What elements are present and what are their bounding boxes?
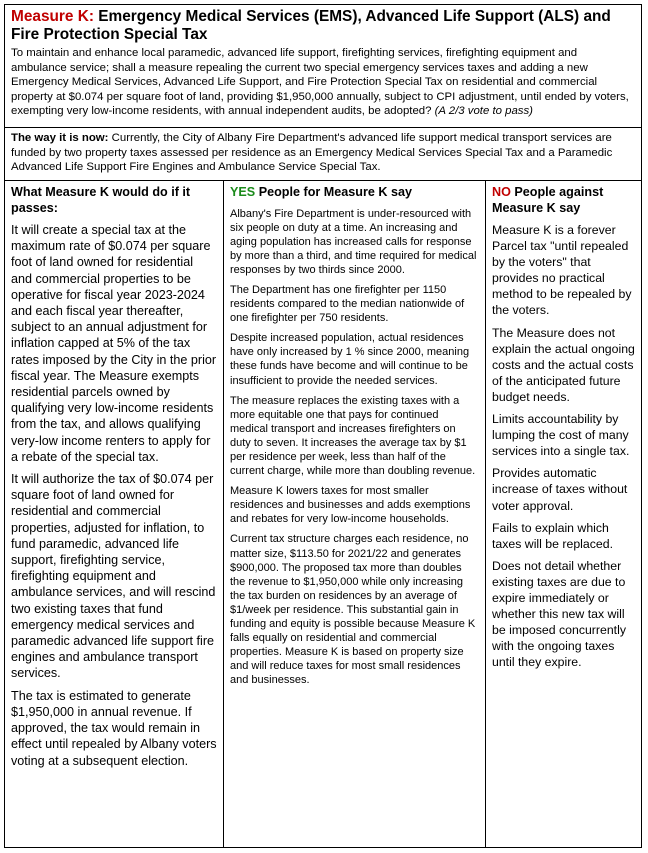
would-do-paragraph: The tax is estimated to generate $1,950,000 in annual revenue. If approved, the tax would remain in effect until repealed by Albany voters voting at a subsequent election. xyxy=(11,688,217,768)
current-situation-text: Currently, the City of Albany Fire Department's advanced life support medical transport services are funded by two property taxes assessed per residence as an Emergency Medical Services Special Tax and a Paramedic Advanced Life Support Fire Engines and Ambulance Service Special Tax. xyxy=(11,132,613,173)
title-section xyxy=(5,5,641,128)
against-heading-text: People against Measure K say xyxy=(492,185,604,215)
measure-label: Measure K: xyxy=(11,8,94,25)
current-situation-label: The way it is now: xyxy=(11,132,109,144)
for-paragraph: The Department has one firefighter per 1150 residents compared to the median nationwide of one firefighter per 750 residents. xyxy=(230,283,465,325)
vote-requirement-note: (A 2/3 vote to pass) xyxy=(434,105,533,118)
for-paragraph: Despite increased population, actual residences have only increased by 1 % since 2000, meaning these funds have become and will continue to be insufficient to provide the needed services. xyxy=(230,332,470,387)
for-paragraph: The measure replaces the existing taxes with a more equitable one that pays for continued medical transport and increases firefighters on duty to seven. It increases the average tax by $1 per residence per week, less than half of the current charge, while more than doubling revenue. xyxy=(230,394,476,478)
ballot-question-text: To maintain and enhance local paramedic, advanced life support, firefighting services, firefighting equipment and ambulance service; shall a measure repealing the current two special emergency services taxes and adding a new Emergency Medical Services, Advanced Life Support, and Fire Protection Special Tax on residential and commercial property at $0.074 per square foot of land, providing $1,950,000 annually, subject to CPI adjustment, until ended by voters, exempting very low-income residents, with annual independent audits, be adopted? xyxy=(11,47,629,118)
ballot-question xyxy=(11,46,635,119)
measure-title: Emergency Medical Services (EMS), Advanced Life Support (ALS) and Fire Protection Special Tax xyxy=(11,8,611,43)
for-paragraph: Albany's Fire Department is under-resourced with six people on duty at a time. An increasing and aging population has increased calls for response by more than a third, and time required for medical responses by two thirds since 2000. xyxy=(230,207,477,276)
would-do-heading: What Measure K would do if it passes: xyxy=(11,185,191,215)
against-heading xyxy=(492,185,635,216)
for-paragraph: Current tax structure charges each residence, no matter size, $113.50 for 2021/22 and generates $900,000. The proposed tax more than doubles the revenue to $1,950,000 while only increasing the tax burden on residences by an average of $1/week per residence. This substantial gain in funding and equity is possible because Measure K falls equally on residential and commercial properties. Measure K is based on property size and will reduce taxes for most small residences and businesses. xyxy=(230,533,476,687)
against-paragraph: The Measure does not explain the actual ongoing costs and the actual costs of the anticipated future budget needs. xyxy=(492,325,635,404)
would-do-paragraph: It will authorize the tax of $0.074 per square foot of land owned for residential and commercial properties, adjusted for inflation, to fund paramedic, advanced life support, firefighting service, firefighting equipment and ambulance services, and will rescind two existing taxes that fund emergency medical services and paramedic advanced life support fire engines and ambulance transport services. xyxy=(11,472,216,681)
current-situation-section xyxy=(5,128,641,181)
against-column xyxy=(486,181,641,847)
against-paragraph: Does not detail whether existing taxes are due to expire immediately or whether this new tax will be imposed concurrently with the ongoing taxes until they expire. xyxy=(492,558,626,670)
against-paragraph: Limits accountability by lumping the cost of many services into a single tax. xyxy=(492,412,630,459)
for-column xyxy=(224,181,486,847)
measure-k-sheet xyxy=(4,4,642,848)
for-heading-text: People for Measure K say xyxy=(258,185,412,199)
would-do-column xyxy=(5,181,224,847)
would-do-paragraph: It will create a special tax at the maximum rate of $0.074 per square foot of land owned for residential and commercial properties to be operative for fiscal year 2023-2024 and each fiscal year thereafter, subject to an annual adjustment for inflation capped at 5% of the tax rates imposed by the City in the prior fiscal year. The Measure exempts residential parcels owned by qualifying very low-income residents from the tax, and allows qualifying very-low income renters to apply for a rebate of the special tax. xyxy=(11,223,217,464)
yes-label: YES xyxy=(230,185,256,199)
page-title xyxy=(11,8,635,44)
against-paragraph: Measure K is a forever Parcel tax "until repealed by the voters" that provides no practical method to be repealed by the voters. xyxy=(492,223,632,318)
against-paragraph: Provides automatic increase of taxes without voter approval. xyxy=(492,466,628,513)
against-paragraph: Fails to explain which taxes will be replaced. xyxy=(492,520,613,551)
for-paragraph: Measure K lowers taxes for most smaller residences and businesses and adds exemptions and rebates for very low-income households. xyxy=(230,485,471,526)
no-label: NO xyxy=(492,185,511,199)
for-heading xyxy=(230,185,479,201)
